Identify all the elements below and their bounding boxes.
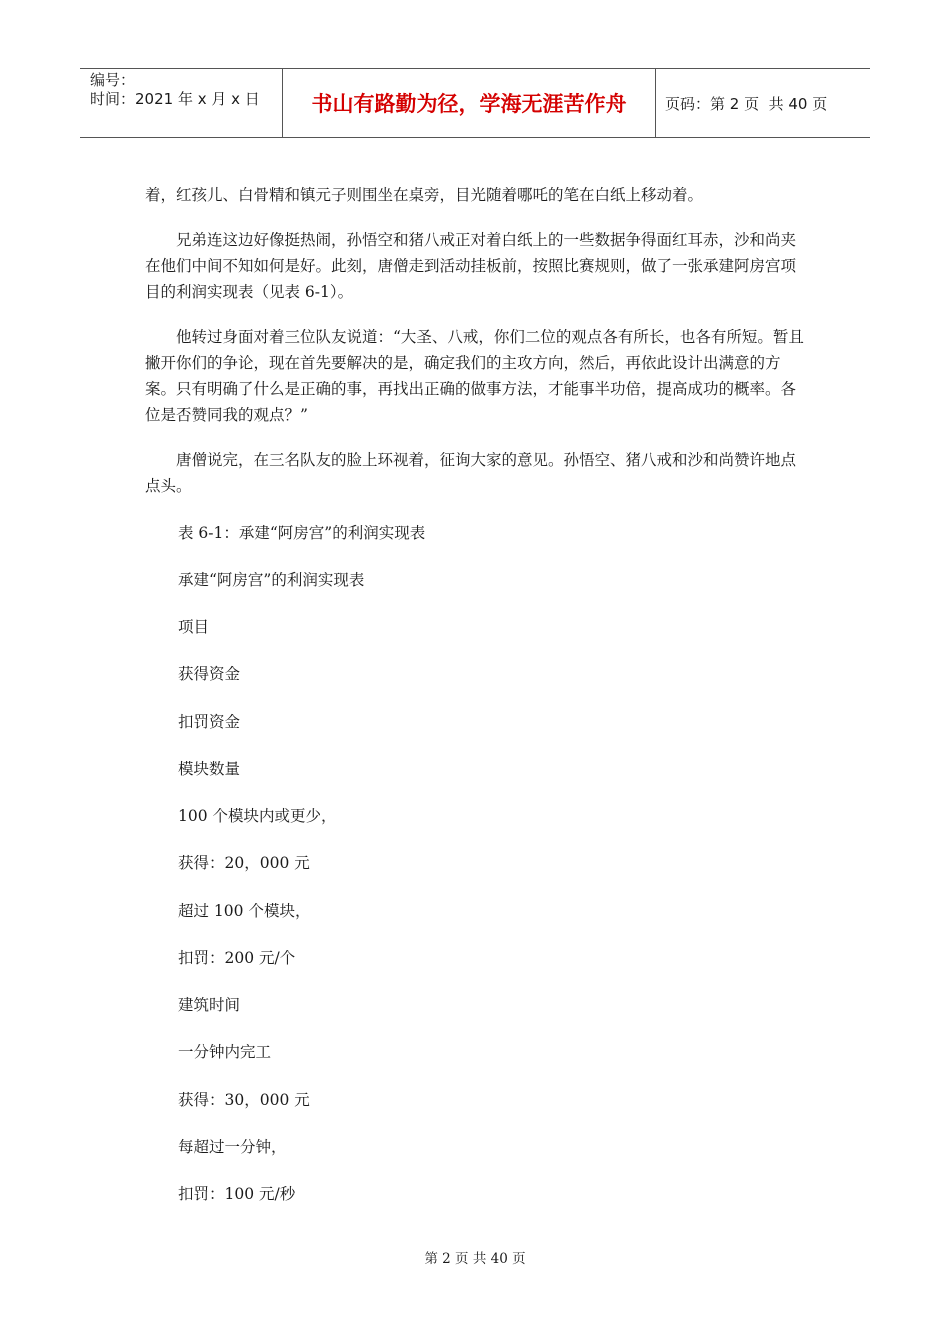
table-title: 承建“阿房宫”的利润实现表 bbox=[178, 571, 365, 589]
table-cell: 一分钟内完工 bbox=[178, 1043, 272, 1061]
paragraph: 兄弟连这边好像挺热闹，孙悟空和猪八戒正对着白纸上的一些数据争得面红耳赤，沙和尚夹在他们中间不知如何是好。此刻，唐僧走到活动挂板前，按照比赛规则，做了一张承建阿房宫项目的利润实现表（见表 6-1）。 bbox=[145, 231, 797, 301]
paragraph: 他转过身面对着三位队友说道：“大圣、八戒，你们二位的观点各有所长，也各有所短。暂且撇开你们的争论，现在首先要解决的是，确定我们的主攻方向，然后，再依此设计出满意的方案。只有明确了什么是正确的事，再找出正确的做事方法，才能事半功倍，提高成功的概率。各位是否赞同我的观点？” bbox=[145, 328, 804, 424]
paragraph: 着，红孩儿、白骨精和镇元子则围坐在桌旁，目光随着哪吒的笔在白纸上移动着。 bbox=[145, 186, 704, 204]
table-cell: 建筑时间 bbox=[178, 996, 241, 1014]
table-cell: 扣罚资金 bbox=[178, 713, 241, 731]
page-footer: 第 2 页 共 40 页 bbox=[424, 1251, 526, 1267]
table-cell: 获得：30，000 元 bbox=[178, 1091, 310, 1109]
paragraph: 唐僧说完，在三名队友的脸上环视着，征询大家的意见。孙悟空、猪八戒和沙和尚赞许地点点头。 bbox=[145, 451, 797, 495]
table-cell: 每超过一分钟， bbox=[178, 1138, 287, 1156]
number-label: 编号： bbox=[90, 71, 136, 89]
document-header bbox=[80, 68, 870, 138]
body-text bbox=[145, 182, 805, 499]
table-cell: 获得：20，000 元 bbox=[178, 854, 310, 872]
header-motto: 书山有路勤为径，学海无涯苦作舟 bbox=[311, 92, 627, 116]
table-cell: 超过 100 个模块， bbox=[178, 902, 311, 920]
date-label: 时间：2021 年 x 月 x 日 bbox=[90, 90, 260, 108]
table-cell: 获得资金 bbox=[178, 665, 241, 683]
table-cell: 扣罚：100 元/秒 bbox=[178, 1185, 296, 1203]
header-page-info: 页码：第 2 页 共 40 页 bbox=[665, 95, 828, 113]
table-cell: 100 个模块内或更少， bbox=[178, 807, 337, 825]
table-caption: 表 6-1：承建“阿房宫”的利润实现表 bbox=[178, 524, 426, 542]
table-cell: 模块数量 bbox=[178, 760, 241, 778]
table-cell: 扣罚：200 元/个 bbox=[178, 949, 296, 967]
header-divider bbox=[655, 69, 656, 137]
table-cell: 项目 bbox=[178, 618, 210, 636]
header-meta bbox=[80, 69, 282, 137]
